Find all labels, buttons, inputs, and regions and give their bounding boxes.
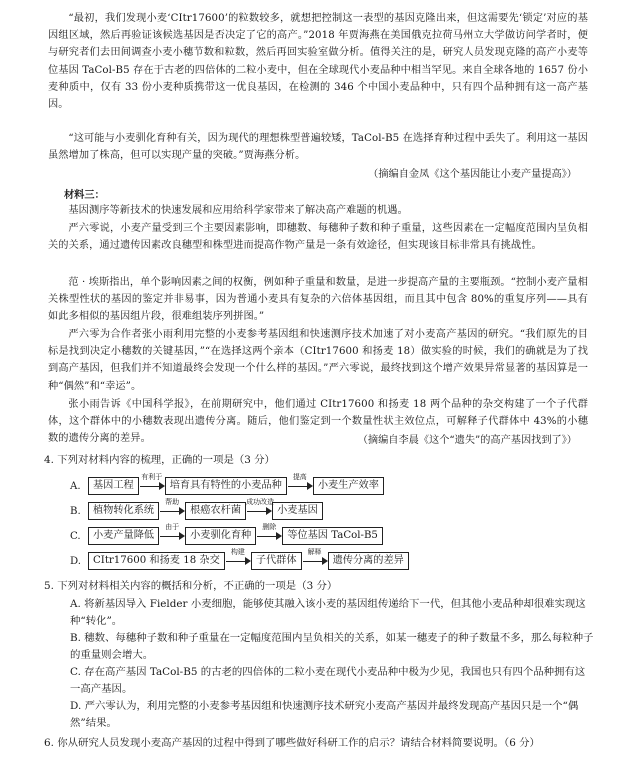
material3-paragraph-4: 严六零为合作者张小雨利用完整的小麦参考基因组和快速测序技术加速了对小麦高产基因的研究。“我们原先的目标是找到决定小穗数的关键基因，”“在选择这两个亲本（CItr17600 和扬麦 18）做实验的时候，我们的确就是为了找到高产基因，但我们并不知道最终会发现一个什么样的基因。”严六零说，最终找到这个增产效果异常显著的基因算是一种“偶然”和“幸运”。: [48, 329, 588, 392]
question-5-option-a[interactable]: A. 将新基因导入 Fielder 小麦细胞，能够使其融入该小麦的基因组传递给下一代，但其他小麦品种却很难实现这种“转化”。: [70, 598, 586, 627]
flow-box: 子代群体: [251, 552, 302, 570]
arrow-icon: 成功改造: [246, 503, 272, 519]
flow-box: 等位基因 TaCol-B5: [282, 527, 383, 545]
flow-box: 小麦产量降低: [88, 527, 159, 545]
material3-paragraph-5: 张小雨告诉《中国科学报》，在前期研究中，他们通过 CItr17600 和扬麦 18 两个品种的杂交构建了一个子代群体，这个群体中的小穗数表现出遗传分离。随后，他们鉴定到一个数量性状主效位点，可解释子代群体中 43%的小穗数的遗传分离的差异。: [48, 399, 588, 445]
passage-paragraph-1: “最初，我们发现小麦‘CItr17600’的粒数较多，就想把控制这一表型的基因克隆出来，但这需要先‘锁定’对应的基因组区域，然后再验证该候选基因是否决定了它的高产。”2018 年贾海燕在美国俄克拉荷马州立大学做访问学者时，便与研究者们去田间调查小麦小穗节数和粒数，然后再回实验室做分析。值得关注的是，研究人员发现克隆的高产小麦等位基因 TaCol-B5 存在于古老的四倍体的二粒小麦中，但在全球现代小麦品种中相当罕见。来自全球各地的 1657 份小麦种质中，仅有 33 份小麦种质携带这一优良基因，在检测的 346 个中国小麦品种中，只有四个品种拥有这一高产基因。: [48, 13, 588, 111]
material3-paragraph-1: 基因测序等新技术的快速发展和应用给科学家带来了解决高产难题的机遇。: [68, 205, 408, 216]
question-5-option-b[interactable]: B. 穗数、每穗种子数和种子重量在一定幅度范围内呈负相关的关系，如某一穗麦子的种子数量不多，那么每粒种子的重量则会增大。: [70, 632, 594, 661]
flow-box: 根癌农杆菌: [185, 502, 246, 520]
question-5-option-c[interactable]: C. 存在高产基因 TaCol-B5 的古老的四倍体的二粒小麦在现代小麦品种中极为少见，我国也只有四个品种拥有这一高产基因。: [70, 666, 586, 695]
question-5-stem: 5. 下列对材料相关内容的概括和分析，不正确的一项是（3 分）: [44, 580, 338, 592]
flow-box: 基因工程: [88, 477, 139, 495]
passage-source: （摘编自金凤《这个基因能让小麦产量提高》）: [368, 169, 577, 180]
material3-source: （摘编自李晨《这个“遗失”的高产基因找到了》）: [357, 435, 577, 446]
material3-paragraph-3: 范 · 埃斯指出，单个影响因素之间的权衡，例如种子重量和数量，是进一步提高产量的主要瓶颈。“控制小麦产量相关株型性状的基因的鉴定并非易事，因为普通小麦具有复杂的六倍体基因组，而且其中包含 80%的重复序列——具有如此多相似的基因组片段，很难组装序列拼图。”: [48, 277, 588, 323]
arrow-icon: 解释: [302, 553, 328, 569]
question-6-stem: 6. 你从研究人员发现小麦高产基因的过程中得到了哪些做好科研工作的启示？请结合材料简要说明。（6 分）: [44, 737, 540, 749]
arrow-icon: 有利于: [139, 478, 165, 494]
material3-heading: 材料三：: [64, 189, 105, 201]
flow-box: CItr17600 和扬麦 18 杂交: [88, 552, 225, 570]
arrow-icon: 由于: [159, 528, 185, 544]
arrow-icon: 删除: [256, 528, 282, 544]
flow-box: 植物转化系统: [88, 502, 159, 520]
option-letter: B.: [70, 505, 81, 517]
flow-box: 培育具有特性的小麦品种: [165, 477, 287, 495]
question-5-option-d[interactable]: D. 严六零认为，利用完整的小麦参考基因组和快速测序技术研究小麦高产基因并最终发现高产基因只是一个“偶然”结果。: [70, 700, 579, 729]
flow-box: 小麦生产效率: [313, 477, 384, 495]
question-4-option-c[interactable]: [70, 523, 383, 546]
question-4-option-b[interactable]: [70, 498, 323, 521]
question-4-stem: 4. 下列对材料内容的梳理，正确的一项是（3 分）: [44, 454, 275, 466]
option-letter: A.: [70, 480, 81, 492]
arrow-icon: 提高: [287, 478, 313, 494]
option-letter: C.: [70, 530, 81, 542]
passage-paragraph-2: “这可能与小麦驯化育种有关，因为现代的理想株型普遍较矮，TaCol-B5 在选择育种过程中丢失了。利用这一基因虽然增加了株高，但可以实现产量的突破。”贾海燕分析。: [48, 133, 588, 162]
option-letter: D.: [70, 555, 82, 567]
question-4-option-a[interactable]: [70, 473, 384, 496]
arrow-icon: 构建: [225, 553, 251, 569]
question-4-option-d[interactable]: [70, 548, 409, 571]
arrow-icon: 帮助: [159, 503, 185, 519]
flow-box: 小麦驯化育种: [185, 527, 256, 545]
flow-box: 小麦基因: [272, 502, 323, 520]
flow-box: 遗传分离的差异: [328, 552, 409, 570]
material3-paragraph-2: 严六零说，小麦产量受到三个主要因素影响，即穗数、每穗种子数和种子重量，这些因素在一定幅度范围内呈负相关的关系，通过遗传因素改良穗型和株型进而提高作物产量是一条有效途径，但实现该目标非常具有挑战性。: [48, 223, 588, 252]
